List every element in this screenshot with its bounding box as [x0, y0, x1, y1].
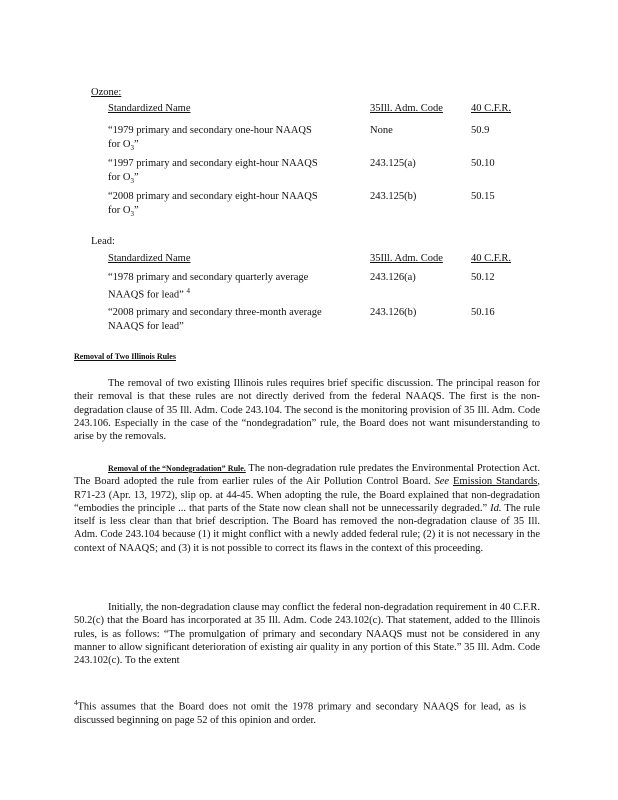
section-heading: Removal of Two Illinois Rules	[74, 352, 176, 361]
ozone-row-cfr: 50.10	[471, 158, 495, 169]
lead-heading: Lead:	[91, 236, 115, 247]
lead-row-name: “2008 primary and secondary three-month average NAAQS for lead”	[108, 307, 322, 332]
lead-row-code: 243.126(a)	[370, 272, 416, 283]
ozone-col-code: 35Ill. Adm. Code	[370, 103, 443, 114]
ozone-heading: Ozone:	[91, 87, 122, 98]
lead-col-code: 35Ill. Adm. Code	[370, 253, 443, 264]
paragraph-initially: Initially, the non-degradation clause may conflict the federal non-degradation requirement in 40 C.F.R. 50.2(c) that the Board has incorporated at 35 Ill. Adm. Code 243.102(c). That statement, added to the Illinois rules, is as follows: “The promulgation of primary and secondary NAAQS must not be considered in any manner to allow significant deterioration of existing air quality in any portion of this State.” 35 Ill. Adm. Code 243.102(c). To the extent	[74, 602, 540, 667]
lead-row-name: “1978 primary and secondary quarterly average NAAQS for lead” $^4$	[108, 272, 309, 300]
lead-row-code: 243.126(b)	[370, 307, 417, 318]
ozone-row-name: “1979 primary and secondary one-hour NAAQS for $O_3$”	[108, 125, 312, 152]
ozone-row-cfr: 50.15	[471, 191, 495, 202]
footnote: $^4$This assumes that the Board does not omit the 1978 primary and secondary NAAQS for lead, as is discussed beginning on page 52 of this opinion and order.	[74, 699, 526, 726]
lead-col-cfr: 40 C.F.R.	[471, 253, 512, 264]
ozone-col-cfr: 40 C.F.R.	[471, 103, 512, 114]
ozone-row-code: 243.125(b)	[370, 191, 417, 202]
subheading-nondegradation: Removal of the “Nondegradation” Rule.	[108, 464, 246, 473]
ozone-row-name: “1997 primary and secondary eight-hour NAAQS for $O_3$”	[108, 158, 318, 185]
paragraph-nondegradation: Removal of the “Nondegradation” Rule. The non-degradation rule predates the Environmental Protection Act. The Board adopted the rule from earlier rules of the Air Pollution Control Board. See Emission Standards, R71-23 (Apr. 13, 1972), slip op. at 44-45. When adopting the rule, the Board explained that non-degradation “embodies the principle ... that parts of the State now clean shall not be unnecessarily degraded.” Id. The rule itself is less clear than that brief description. The Board has removed the non-degradation clause of 35 Ill. Adm. Code 243.104 because (1) it might conflict with a newly added federal rule; (2) it is not necessary in the context of NAAQS; and (3) it is not possible to correct its flaws in the context of this proceeding.	[74, 463, 541, 554]
lead-row-cfr: 50.12	[471, 272, 495, 283]
lead-row-cfr: 50.16	[471, 307, 495, 318]
ozone-col-name: Standardized Name	[108, 103, 191, 114]
ozone-row-code: None	[370, 125, 393, 136]
ozone-row-code: 243.125(a)	[370, 158, 416, 169]
lead-col-name: Standardized Name	[108, 253, 191, 264]
paragraph-removal: The removal of two existing Illinois rules requires brief specific discussion. The principal reason for their removal is that these rules are not directly derived from the federal NAAQS. The first is the non-degradation clause of 35 Ill. Adm. Code 243.104. The second is the monitoring provision of 35 Ill. Adm. Code 243.106. Especially in the case of the “nondegradation” rule, the Board does not want misunderstanding to arise by the removals.	[74, 378, 540, 443]
ozone-row-name: “2008 primary and secondary eight-hour NAAQS for $O_3$”	[108, 191, 318, 218]
case-citation: Emission Standards	[452, 476, 538, 488]
ozone-row-cfr: 50.9	[471, 125, 490, 136]
